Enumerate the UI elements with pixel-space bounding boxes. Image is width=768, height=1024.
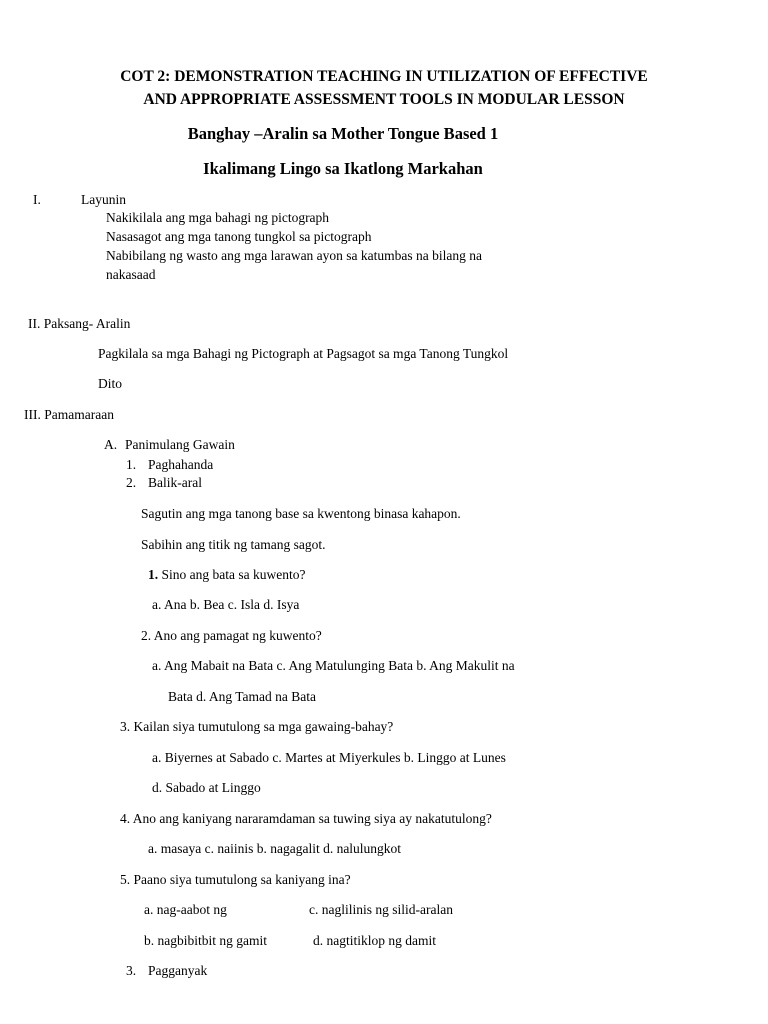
- question-5-choice-b: b. nagbibitbit ng gamit: [144, 933, 267, 948]
- question-3-choices: a. Biyernes at Sabado c. Martes at Miyerkules b. Linggo at Lunes: [152, 750, 506, 765]
- step-1-label: Paghahanda: [148, 457, 214, 472]
- question-5-choice-c: c. naglilinis ng silid-aralan: [309, 902, 453, 917]
- section-3-heading: III. Pamamaraan: [24, 407, 114, 422]
- step-2-number: 2.: [126, 475, 137, 490]
- question-5-choice-a: a. nag-aabot ng: [144, 902, 227, 917]
- section-1-numeral: I.: [33, 192, 41, 207]
- objective-item: Nasasagot ang mga tanong tungkol sa pictograph: [106, 229, 372, 244]
- objective-item: Nabibilang ng wasto ang mga larawan ayon sa katumbas na bilang na: [106, 248, 483, 263]
- question-5: 5. Paano siya tumutulong sa kaniyang ina?: [120, 872, 351, 887]
- objective-item-continuation: nakasaad: [106, 267, 156, 282]
- question-1-number: 1.: [148, 567, 159, 582]
- question-2-choices: a. Ang Mabait na Bata c. Ang Matulunging Bata b. Ang Makulit na: [152, 658, 515, 673]
- question-1-text: Sino ang bata sa kuwento?: [158, 567, 306, 582]
- question-1-choices: a. Ana b. Bea c. Isla d. Isya: [152, 597, 300, 612]
- subsection-a-label: Panimulang Gawain: [125, 437, 235, 452]
- question-1: [148, 568, 305, 583]
- step-1-number: 1.: [126, 457, 137, 472]
- document-heading-line-1: COT 2: DEMONSTRATION TEACHING IN UTILIZATION OF EFFECTIVE: [120, 68, 648, 85]
- section-2-heading: II. Paksang- Aralin: [28, 316, 131, 331]
- question-2: 2. Ano ang pamagat ng kuwento?: [141, 628, 322, 643]
- question-4-choices: a. masaya c. naiinis b. nagagalit d. nalulungkot: [148, 841, 402, 856]
- question-5-choice-d: d. nagtitiklop ng damit: [313, 933, 436, 948]
- step-3-label: Pagganyak: [148, 963, 208, 978]
- review-instruction: Sagutin ang mga tanong base sa kwentong binasa kahapon.: [141, 506, 461, 521]
- question-3: 3. Kailan siya tumutulong sa mga gawaing-bahay?: [120, 719, 394, 734]
- document-heading-line-2: AND APPROPRIATE ASSESSMENT TOOLS IN MODULAR LESSON: [143, 91, 625, 108]
- document-subtitle: Ikalimang Lingo sa Ikatlong Markahan: [203, 159, 483, 178]
- document-title: Banghay –Aralin sa Mother Tongue Based 1: [187, 124, 499, 143]
- section-2-topic: Pagkilala sa mga Bahagi ng Pictograph at Pagsagot sa mga Tanong Tungkol: [98, 346, 509, 361]
- question-3-choices-continuation: d. Sabado at Linggo: [152, 780, 261, 795]
- question-4: 4. Ano ang kaniyang nararamdaman sa tuwing siya ay nakatutulong?: [120, 811, 492, 826]
- step-2-label: Balik-aral: [148, 475, 202, 490]
- question-2-choices-continuation: Bata d. Ang Tamad na Bata: [168, 689, 317, 704]
- objective-item: Nakikilala ang mga bahagi ng pictograph: [106, 210, 330, 225]
- review-instruction: Sabihin ang titik ng tamang sagot.: [141, 537, 326, 552]
- section-2-topic-continuation: Dito: [98, 376, 123, 391]
- subsection-a-marker: A.: [104, 437, 118, 452]
- section-1-label: Layunin: [81, 192, 126, 207]
- step-3-number: 3.: [126, 963, 137, 978]
